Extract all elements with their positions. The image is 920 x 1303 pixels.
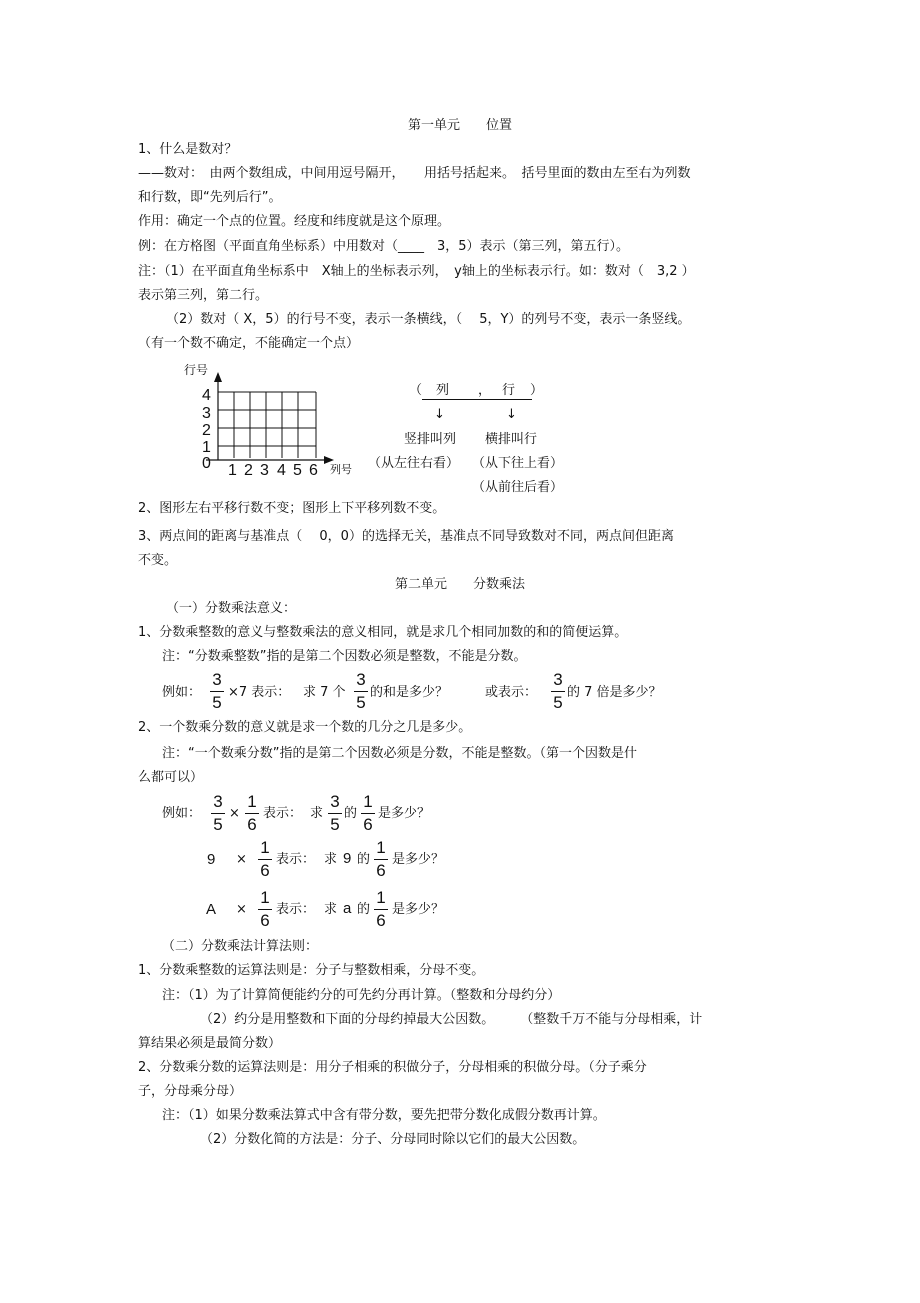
x-tick-3: 3 — [260, 462, 269, 479]
ask-text: 求 — [324, 852, 338, 867]
how-much-text: 是多少？ — [392, 852, 445, 867]
or-means-text: 或表示： — [485, 685, 538, 700]
seven-times-text: 的 7 倍是多少？ — [567, 685, 662, 700]
pair-row-word: 行 — [502, 383, 516, 398]
pair-definition-cont: 和行数，即“先列后行”。 — [138, 190, 282, 205]
pair-close-paren: ） — [530, 383, 544, 398]
unit2-rule-2-note: 注：“一个数乘分数”指的是第二个因数必须是分数，不能是整数。（第一个因数是什 — [162, 746, 637, 761]
grid-row-label: 行号 — [184, 363, 209, 377]
fraction-1-6: 1 6 — [374, 888, 388, 931]
fraction-1-6: 1 6 — [258, 888, 272, 931]
a-operand: a — [343, 900, 352, 917]
y-tick-1: 1 — [202, 439, 211, 456]
y-tick-0: 0 — [202, 455, 211, 472]
means-text: 表示： — [276, 902, 316, 917]
unit2-rule-1-note: 注：“分数乘整数”指的是第二个因数必须是整数，不能是分数。 — [162, 649, 527, 664]
x-tick-2: 2 — [244, 462, 253, 479]
pair-col-word: 列 — [436, 383, 450, 398]
unit1-question-3-cont: 不变。 — [138, 553, 178, 568]
pair-definition: ——数对： 由两个数组成，中间用逗号隔开， 用括号括起来。 括号里面的数由左至右为列数 — [138, 166, 691, 181]
a-operand: A — [206, 901, 217, 918]
y-axis-arrow — [214, 372, 222, 382]
unit2-title: 第二单元 分数乘法 — [394, 577, 526, 592]
y-tick-2: 2 — [202, 422, 211, 439]
x-tick-5: 5 — [293, 462, 302, 479]
times-sign: × — [236, 902, 247, 917]
fraction-3-5: 3 5 — [551, 670, 565, 713]
unit1-note-2: （2）数对（ X，5）的行号不变，表示一条横线，（ 5，Y）的列号不变，表示一条竖线。 — [166, 312, 691, 327]
pair-usage: 作用：确定一个点的位置。经度和纬度就是这个原理。 — [138, 214, 451, 229]
row-direction-2: （从前往后看） — [472, 480, 564, 495]
fraction-3-5: 3 5 — [211, 792, 225, 835]
calc-rule-2-note-2: （2）分数化简的方法是：分子、分母同时除以它们的最大公因数。 — [200, 1132, 586, 1147]
fraction-3-5: 3 5 — [210, 670, 224, 713]
col-description: 竖排叫列 — [404, 432, 457, 447]
unit2-rule-2: 2、一个数乘分数的意义就是求一个数的几分之几是多少。 — [138, 720, 472, 735]
x-tick-4: 4 — [277, 462, 286, 479]
grid-col-label: 列号 — [330, 464, 352, 476]
of-text: 的 — [344, 806, 358, 821]
pair-comma: ， — [478, 383, 492, 398]
pair-underline — [422, 399, 532, 400]
unit2-part-2: （二）分数乘法计算法则： — [162, 939, 319, 954]
unit1-title: 第一单元 位置 — [407, 118, 513, 133]
calc-rule-2-cont: 子，分母乘分母） — [138, 1084, 243, 1099]
unit2-rule-1: 1、分数乘整数的意义与整数乘法的意义相同，就是求几个相同加数的和的简便运算。 — [138, 625, 628, 640]
of-text: 的 — [357, 902, 371, 917]
how-much-text: 是多少？ — [392, 902, 445, 917]
means-text: 表示： — [276, 852, 316, 867]
times-sign: × — [229, 806, 240, 821]
row-direction-1: （从下往上看） — [472, 456, 564, 471]
pair-example: 例：在方格图（平面直角坐标系）中用数对（____ 3，5）表示（第三列，第五行）。 — [138, 239, 630, 254]
y-tick-3: 3 — [202, 405, 211, 422]
x-tick-1: 1 — [228, 462, 237, 479]
nine-operand: 9 — [207, 851, 216, 868]
pair-row-arrow: ↓ — [506, 407, 517, 422]
pair-open-paren: （ — [409, 383, 423, 398]
of-text: 的 — [357, 852, 371, 867]
example-2-label: 例如： — [162, 806, 202, 821]
means-text: 表示： — [263, 806, 303, 821]
calc-rule-1-note-2-cont: 算结果必须是最简分数） — [138, 1036, 282, 1051]
unit1-question-1: 1、什么是数对？ — [138, 142, 238, 157]
calc-rule-2-note-1: 注：（1）如果分数乘法算式中含有带分数，要先把带分数化成假分数再计算。 — [162, 1108, 606, 1123]
pair-col-arrow: ↓ — [434, 407, 445, 422]
row-description: 横排叫行 — [485, 432, 538, 447]
fraction-3-5: 3 5 — [328, 792, 342, 835]
fraction-3-5: 3 5 — [354, 670, 368, 713]
y-tick-4: 4 — [202, 387, 211, 404]
fraction-1-6: 1 6 — [258, 838, 272, 881]
calc-rule-1: 1、分数乘整数的运算法则是：分子与整数相乘，分母不变。 — [138, 963, 485, 978]
unit1-question-3: 3、两点间的距离与基准点（ 0，0）的选择无关，基准点不同导致数对不同，两点间但距离 — [138, 529, 674, 544]
col-direction: （从左往右看） — [368, 456, 460, 471]
unit1-note-1: 注：（1）在平面直角坐标系中 X轴上的坐标表示列， y轴上的坐标表示行。如：数对（ 3,2 ） — [138, 264, 695, 279]
x-axis-arrow — [324, 456, 334, 464]
unit2-part-1: （一）分数乘法意义： — [166, 601, 297, 616]
calc-rule-1-note-2: （2）约分是用整数和下面的分母约掉最大公因数。 （整数千万不能与分母相乘，计 — [200, 1012, 703, 1027]
calc-rule-1-note-1: 注：（1）为了计算简便能约分的可先约分再计算。（整数和分母约分） — [162, 988, 561, 1003]
ask-text: 求 — [310, 806, 324, 821]
ask-seven-text: 求 7 个 — [303, 685, 346, 700]
unit2-rule-2-note-cont: 么都可以） — [138, 770, 204, 785]
ask-text: 求 — [324, 902, 338, 917]
coordinate-grid — [178, 360, 368, 480]
times-seven-text: ×7 表示： — [228, 685, 291, 700]
x-tick-6: 6 — [309, 462, 318, 479]
how-much-text: 是多少？ — [378, 806, 431, 821]
example-1-label: 例如： — [162, 685, 202, 700]
fraction-1-6: 1 6 — [361, 792, 375, 835]
times-sign: × — [236, 852, 247, 867]
unit1-note-2-cont: （有一个数不确定，不能确定一个点） — [138, 336, 360, 351]
fraction-1-6: 1 6 — [374, 838, 388, 881]
unit1-note-1-cont: 表示第三列，第二行。 — [138, 288, 269, 303]
nine-operand: 9 — [343, 850, 352, 867]
calc-rule-2: 2、分数乘分数的运算法则是：用分子相乘的积做分子，分母相乘的积做分母。（分子乘分 — [138, 1060, 647, 1075]
fraction-1-6: 1 6 — [245, 792, 259, 835]
unit1-question-2: 2、图形左右平移行数不变；图形上下平移列数不变。 — [138, 501, 446, 516]
sum-question-text: 的和是多少？ — [370, 685, 449, 700]
